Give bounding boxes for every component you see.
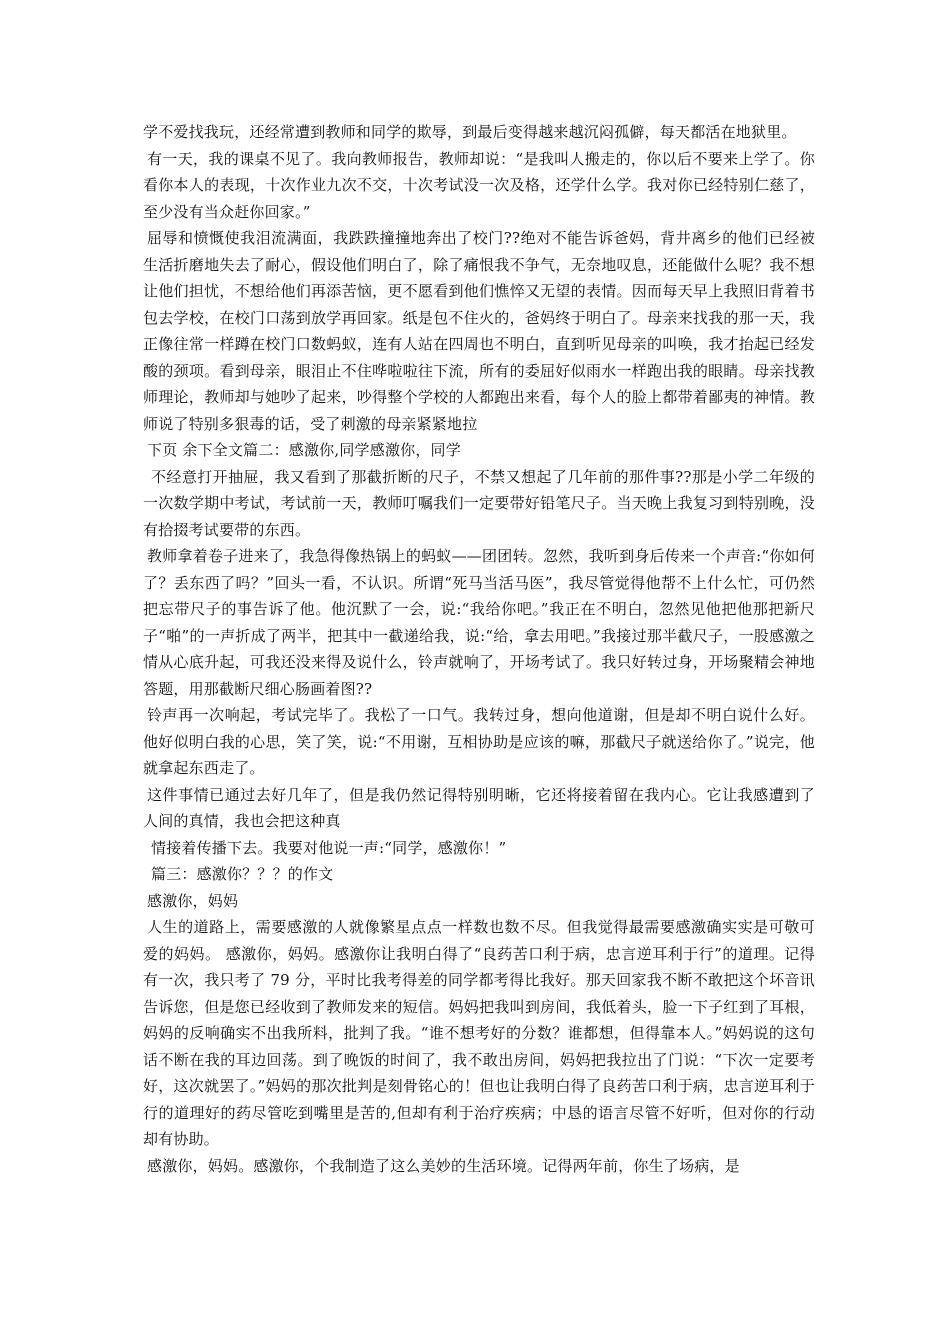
next-page-heading: 下页 余下全文篇二：感激你,同学感激你，同学: [147, 441, 461, 459]
paragraph-9: 情接着传播下去。我要对他说一声:“同学，感激你！”: [151, 838, 507, 857]
article-title: 感激你，妈妈: [147, 891, 239, 910]
paragraph-5: 不经意打开抽屉，我又看到了那截折断的尺子，不禁又想起了几年前的那件事??那是小学二年级的一次数学期中考试，考试前一天，教师叮嘱我们一定要带好铅笔尺子。当天晚上我复习到特别晚，没有拾掇考试要带的东西。: [143, 467, 815, 539]
paragraph-8: 这件事情已通过去好几年了，但是我仍然记得特别明晰，它还将接着留在我内心。它让我感遭到了人间的真情，我也会把这种真: [143, 785, 815, 830]
paragraph-7: 铃声再一次响起，考试完毕了。我松了一口气。我转过身，想向他道谢，但是却不明白说什么好。他好似明白我的心思，笑了笑，说:“不用谢，互相协助是应该的嘛，那截尺子就送给你了。”说完，他就拿起东西走了。: [143, 706, 815, 777]
paragraph-1: 学不爱找我玩，还经常遭到教师和同学的欺辱，到最后变得越来越沉闷孤僻，每天都活在地狱里。: [143, 123, 797, 141]
section-heading-3: 篇三：感激你？？？的作文: [151, 865, 334, 883]
paragraph-3: 屈辱和愤慨使我泪流满面，我跌跌撞撞地奔出了校门??绝对不能告诉爸妈，背井离乡的他们已经被生活折磨地失去了耐心，假设他们明白了，除了痛恨我不争气，无奈地叹息，还能做什么呢？我不想让他们担忧，不想给他们再添苦恼，更不愿看到他们憔悴又无望的表情。因而每天早上我照旧背着书包去学校，在校门口荡到放学再回家。纸是包不住火的，爸妈终于明白了。母亲来找我的那一天，我正像往常一样蹲在校门口数蚂蚁，连有人站在四周也不明白，直到听见母亲的叫唤，我才抬起已经发酸的颈项。看到母亲，眼泪止不住哗啦啦往下流，所有的委屈好似雨水一样跑出我的眼睛。母亲找教师理论，教师却与她吵了起来，吵得整个学校的人都跑出来看，每个人的脸上都带着鄙夷的神情。教师说了特别多狠毒的话，受了刺激的母亲紧紧地拉: [143, 229, 815, 433]
document-page: [143, 119, 815, 1179]
paragraph-13: 感激你，妈妈。感激你，个我制造了这么美妙的生活环境。记得两年前，你生了场病，是: [147, 1156, 740, 1175]
paragraph-12: 人生的道路上，需要感激的人就像繁星点点一样数也数不尽。但我觉得最需要感激确实实是可敬可爱的妈妈。 感激你，妈妈。感激你让我明白得了“良药苦口利于病，忠言逆耳利于行”的道理。记得有一次，我只考了 79 分，平时比我考得差的同学都考得比我好。那天回家我不断不敢把这个坏音讯告诉您，但是您已经收到了教师发来的短信。妈妈把我叫到房间，我低着头，脸一下子红到了耳根，妈妈的反响确实不出我所料，批判了我。“谁不想考好的分数？谁都想，但得靠本人。”妈妈说的这句话不断在我的耳边回荡。到了晚饭的时间了，我不敢出房间，妈妈把我拉出了门说：“下次一定要考好，这次就罢了。”妈妈的那次批判是刻骨铭心的！但也让我明白得了良药苦口利于病，忠言逆耳利于行的道理好的药尽管吃到嘴里是苦的,但却有利于治疗疾病；中恳的语言尽管不好听，但对你的行动却有协助。: [143, 918, 815, 1148]
paragraph-2: 有一天，我的课桌不见了。我向教师报告，教师却说：“是我叫人搬走的，你以后不要来上学了。你看你本人的表现，十次作业九次不交，十次考试没一次及格，还学什么学。我对你已经特别仁慈了，至少没有当众赶你回家。”: [143, 149, 815, 221]
paragraph-6: 教师拿着卷子进来了，我急得像热锅上的蚂蚁——团团转。忽然，我听到身后传来一个声音:“你如何了？丢东西了吗？”回头一看，不认识。所谓“死马当活马医”，我尽管觉得他帮不上什么忙，可仍然把忘带尺子的事告诉了他。他沉默了一会，说:“我给你吧。”我正在不明白，忽然见他把他那把新尺子“啪”的一声折成了两半，把其中一截递给我，说:“给，拿去用吧。”我接过那半截尺子，一股感激之情从心底升起，可我还没来得及说什么，铃声就响了，开场考试了。我只好转过身，开场聚精会神地答题，用那截断尺细心肠画着图??: [143, 547, 815, 698]
